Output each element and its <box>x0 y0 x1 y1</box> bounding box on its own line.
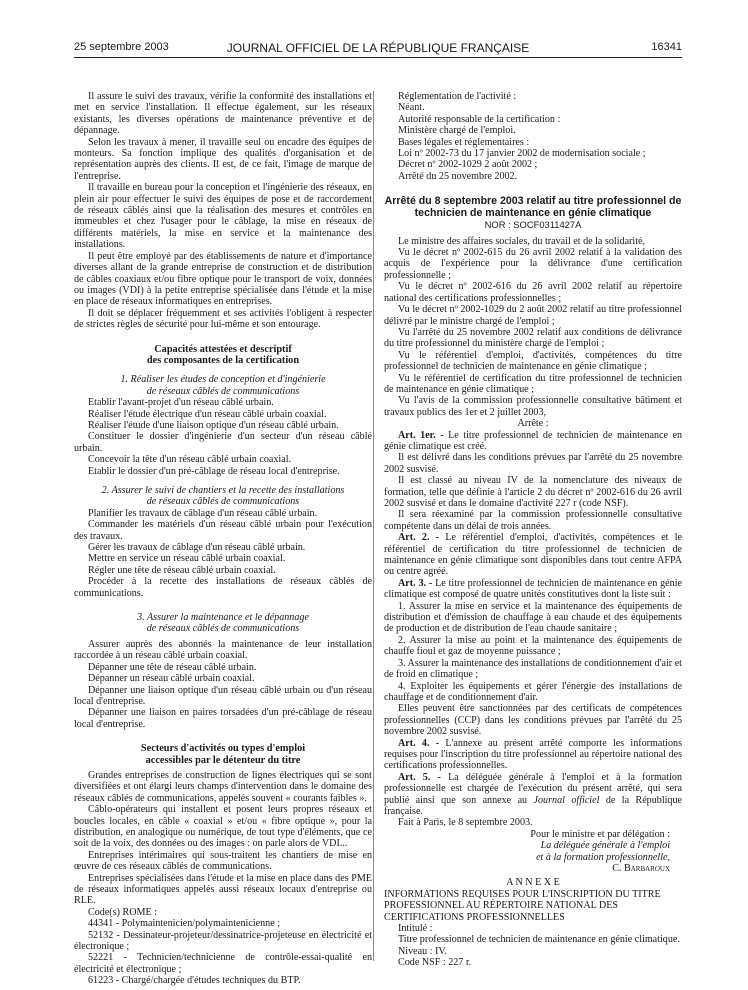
list-item: Commander les matériels d'un réseau câblé urbain pour l'exécution des travaux. <box>74 519 372 542</box>
intro-paragraph: Il doit se déplacer fréquemment et ses activités l'obligent à respecter de strictes règles de sécurité pour lui-même et son entourage. <box>74 307 372 331</box>
visa: Vu le référentiel d'emploi, d'activités, compétences du titre professionnel de technicien de maintenance en génie climatique ; <box>384 349 682 373</box>
visa: Vu le décret nº 2002-616 du 26 avril 2002 relatif au répertoire national des certifications professionnelles ; <box>384 281 682 304</box>
intro-paragraph: Il assure le suivi des travaux, vérifie la conformité des installations et met en service l'installation. Il effectue également, sur les réseaux existants, les diverses opérations de maintenance préventive et de dépannage. <box>74 91 372 137</box>
visa: Vu le décret nº 2002-1029 du 2 août 2002 relatif au titre professionnel délivré par le ministre chargé de l'emploi ; <box>384 304 682 327</box>
list-item: Dépanner une liaison optique d'un réseau câblé urbain ou d'un réseau local d'entreprise. <box>74 684 372 707</box>
list-item: 1. Assurer la mise en service et la maintenance des équipements de distribution et d'émission de chauffage à eau chaude et des équipements de production et de distribution de l'eau chaude sanitaire ; <box>384 600 682 635</box>
section-heading: Secteurs d'activités ou types d'emploi <box>140 743 306 755</box>
list-item: Réaliser l'étude électrique d'un réseau câblé urbain coaxial. <box>88 408 327 420</box>
info-line: Réglementation de l'activité : <box>398 91 517 102</box>
annexe-line: Intitulé : <box>398 923 433 935</box>
list-item: Assurer auprès des abonnés la maintenance de leur installation raccordée à un réseau câblé urbain coaxial. <box>74 638 372 662</box>
intro-paragraph: Selon les travaux à mener, il travaille seul ou encadre des équipes de monteurs. Sa fonction implique des qualités d'organisation et de représentation auprès des clients. Il est, de ce fait, l'image de marque de l'entreprise. <box>74 136 372 182</box>
intro-paragraph: Il peut être employé par des établissements de nature et d'importance diverses allant de la grande entreprise de construction et de distribution de câbles coaxiaux et/ou fibre optique pour le transport de voix, données ou images (VDI) à la petite entreprise spécialisée dans l'étude et la mise en place de réseaux informatiques en entreprises. <box>74 250 372 308</box>
article-label: Art. 4. - <box>398 737 440 749</box>
article-2: Art. 2. - Le référentiel d'emploi, d'activités, compétences et le référentiel de certification du titre professionnel de technicien de maintenance en génie climatique sont disponibles dans tout centre AFPA ou centre agréé. <box>384 532 683 578</box>
page-number: 16341 <box>651 41 682 53</box>
visa: Le ministre des affaires sociales, du travail et de la solidarité, <box>398 235 646 247</box>
annexe-line: Code NSF : 227 r. <box>398 957 472 969</box>
list-item: Dépanner un réseau câblé urbain coaxial. <box>88 673 255 685</box>
article-5: Art. 5. - La déléguée générale à l'emploi et à la formation professionnelle est chargée de l'exécution du présent arrêté, qui sera publié ainsi que son annexe au Journal officiel de la République française. <box>384 771 683 817</box>
info-line: Arrêté du 25 novembre 2002. <box>398 170 518 182</box>
subsection-heading: de réseaux câblés de communications <box>146 385 300 397</box>
paragraph: Il est délivré dans les conditions prévues par l'arrêté du 25 novembre 2002 susvisé. <box>384 452 682 475</box>
paragraph: Câblo-opérateurs qui installent et posent leurs propres réseaux et boucles locales, en câble « coaxial » et/ou « fibre optique », pour la distribution, en analogique ou numérique, de tout type d'éléments, que ce soit de la voix, des données ou des images : on parle alors de VDI... <box>74 804 372 850</box>
list-item: Gérer les travaux de câblage d'un réseau câblé urbain. <box>88 542 306 554</box>
list-item: Constituer le dossier d'ingénierie d'un secteur d'un réseau câblé urbain. <box>74 431 372 454</box>
signature-line: et à la formation professionnelle, <box>536 851 670 863</box>
list-item: 2. Assurer la mise au point et la maintenance des équipements de chauffe fioul et gaz de moyenne puissance ; <box>384 634 682 658</box>
left-column <box>74 91 372 987</box>
visa: Vu le référentiel de certification du titre professionnel de technicien de maintenance en génie climatique ; <box>384 372 682 395</box>
visa: Vu l'arrêté du 25 novembre 2002 relatif aux conditions de délivrance du titre professionnel du ministère chargé de l'emploi ; <box>384 326 682 350</box>
list-item: Etablir l'avant-projet d'un réseau câblé urbain. <box>88 397 274 409</box>
list-item: Procéder à la recette des installations de réseaux câblés de communications. <box>74 576 372 599</box>
arrete-title: Arrêté du 8 septembre 2003 relatif au titre professionnel de technicien de maintenance en génie climatique <box>384 195 682 220</box>
visa: Vu l'avis de la commission professionnelle consultative bâtiment et travaux publics des 1er et 2 juillet 2003, <box>384 395 682 418</box>
list-item: Dépanner une liaison en paires torsadées d'un pré-câblage de réseau local d'entreprise. <box>74 707 372 730</box>
paragraph: Entreprises spécialisées dans l'étude et la mise en place dans des PME de réseaux informatiques appelés aussi réseaux locaux d'entreprise ou RLE. <box>74 872 372 907</box>
article-label: Art. 2. - <box>398 532 440 544</box>
list-item: Régler une tête de réseau câblé urbain coaxial. <box>88 564 276 576</box>
annexe-line: Titre professionnel de technicien de maintenance en génie climatique. <box>398 934 680 946</box>
info-line: Ministère chargé de l'emploi. <box>398 125 516 137</box>
list-item: 4. Exploiter les équipements et gérer l'énergie des installations de chauffage et de conditionnement d'air. <box>384 680 682 703</box>
intro-paragraph: Il travaille en bureau pour la conception et l'ingénierie des réseaux, en plein air pour effectuer le suivi des équipes de pose et de raccordement de réseaux câblés ainsi que la réalisation des mesures et contrôles en immeubles et chez l'usager pour le câblage, la mise en réseaux de différents matériels, la mise en service et la maintenance des installations. <box>74 182 372 251</box>
article-label: Art. 1er. - <box>398 429 444 441</box>
header-rule <box>74 57 682 58</box>
date-line: Fait à Paris, le 8 septembre 2003. <box>398 817 533 829</box>
subsection-heading: de réseaux câblés de communications <box>146 623 300 635</box>
section-heading: Capacités attestées et descriptif <box>154 343 292 355</box>
paragraph: Entreprises intérimaires qui sous-traitent les chantiers de mise en œuvre de ces réseaux câblés de communications. <box>74 849 372 873</box>
header-date: 25 septembre 2003 <box>74 41 169 53</box>
paragraph: Il sera réexaminé par la commission professionnelle consultative compétente dans un délai de trois années. <box>384 509 682 532</box>
nor-reference: NOR : SOCF0311427A <box>484 219 582 231</box>
right-column <box>384 91 682 969</box>
signatory-name: C. Barbaroux <box>612 863 670 874</box>
arrete-word: Arrête : <box>517 418 549 430</box>
annexe-line: Niveau : IV. <box>398 945 447 957</box>
annexe-title: INFORMATIONS REQUISES POUR L'INSCRIPTION DU TITRE PROFESSIONNEL AU RÉPERTOIRE NATIONAL DES CERTIFICATIONS PROFESSIONNELLES <box>384 888 661 923</box>
info-line: Néant. <box>398 102 425 114</box>
annexe-heading: A N N E X E <box>506 877 560 889</box>
rome-item: 61223 - Chargé/chargée d'études techniques du BTP. <box>88 975 301 987</box>
subsection-heading: 3. Assurer la maintenance et le dépannage <box>137 612 309 624</box>
rome-label: Code(s) ROME : <box>88 906 157 918</box>
rome-item: 52221 - Technicien/technicienne de contrôle-essai-qualité en électricité et électronique ; <box>74 952 372 975</box>
subsection-heading: 2. Assurer le suivi de chantiers et la recette des installations <box>101 485 345 496</box>
paragraph: Elles peuvent être sanctionnées par des certificats de compétences professionnelles (CCP) dans les conditions prévues par l'arrêté du 25 novembre 2002 susvisé. <box>384 703 682 738</box>
signature-line: Pour le ministre et par délégation : <box>530 828 670 840</box>
list-item: Planifier les travaux de câblage d'un réseau câblé urbain. <box>88 507 318 519</box>
list-item: Concevoir la tête d'un réseau câblé urbain coaxial. <box>88 454 292 466</box>
subsection-heading: de réseaux câblés de communications <box>146 496 300 508</box>
info-line: Autorité responsable de la certification : <box>398 113 561 125</box>
paragraph: Grandes entreprises de construction de lignes électriques qui se sont diversifiées et ont élargi leurs champs d'intervention dans le domaine des réseaux câblés de communications, appelés souvent « courants faibles ». <box>74 769 372 804</box>
journal-title: JOURNAL OFFICIEL DE LA RÉPUBLIQUE FRANÇAISE <box>226 41 530 55</box>
signature-line: La déléguée générale à l'emploi <box>540 840 670 852</box>
list-item: Etablir le dossier d'un pré-câblage de réseau local d'entreprise. <box>88 465 340 477</box>
page-header <box>74 38 682 56</box>
rome-item: 44341 - Polymaintenicien/polymaintenicienne ; <box>88 918 281 930</box>
list-item: Réaliser l'étude d'une liaison optique d'un réseau câblé urbain. <box>88 419 339 431</box>
article-3: Art. 3. - Le titre professionnel de technicien de maintenance en génie climatique est composé de quatre unités constitutives dont la liste suit : <box>384 577 682 601</box>
visa: Vu le décret nº 2002-615 du 26 avril 2002 relatif à la validation des acquis de l'expérience pour la délivrance d'une certification professionnelle ; <box>384 247 682 281</box>
article-1: Art. 1er. - Le titre professionnel de technicien de maintenance en génie climatique est créé. <box>384 429 682 452</box>
section-heading: accessibles par le détenteur du titre <box>145 754 301 766</box>
list-item: 3. Assurer la maintenance des installations de conditionnement d'air et de froid en climatique ; <box>384 657 682 681</box>
article-label: Art. 3. - <box>398 577 433 589</box>
article-4: Art. 4. - L'annexe au présent arrêté comporte les informations requises pour l'inscription du titre professionnel au répertoire national des certifications professionnelles. <box>384 737 682 772</box>
article-label: Art. 5. - <box>398 771 441 783</box>
column-separator <box>373 91 374 961</box>
list-item: Dépanner une tête de réseau câblé urbain. <box>88 661 257 673</box>
rome-item: 52132 - Dessinateur-projeteur/dessinatrice-projeteuse en électricité et électronique ; <box>74 929 372 953</box>
info-line: Bases légales et réglementaires : <box>398 136 530 148</box>
subsection-heading: 1. Réaliser les études de conception et d'ingénierie <box>120 374 326 386</box>
info-line: Décret nº 2002-1029 2 août 2002 ; <box>398 159 538 171</box>
list-item: Mettre en service un réseau câblé urbain coaxial. <box>88 553 286 565</box>
paragraph: Il est classé au niveau IV de la nomenclature des niveaux de formation, telle que définie à l'article 2 du décret nº 2002-616 du 26 avril 2002 susvisé et dans le domaine d'activité 227 r (code NSF). <box>384 475 682 509</box>
section-heading: des composantes de la certification <box>146 354 300 366</box>
info-line: Loi nº 2002-73 du 17 janvier 2002 de modernisation sociale ; <box>398 148 646 160</box>
